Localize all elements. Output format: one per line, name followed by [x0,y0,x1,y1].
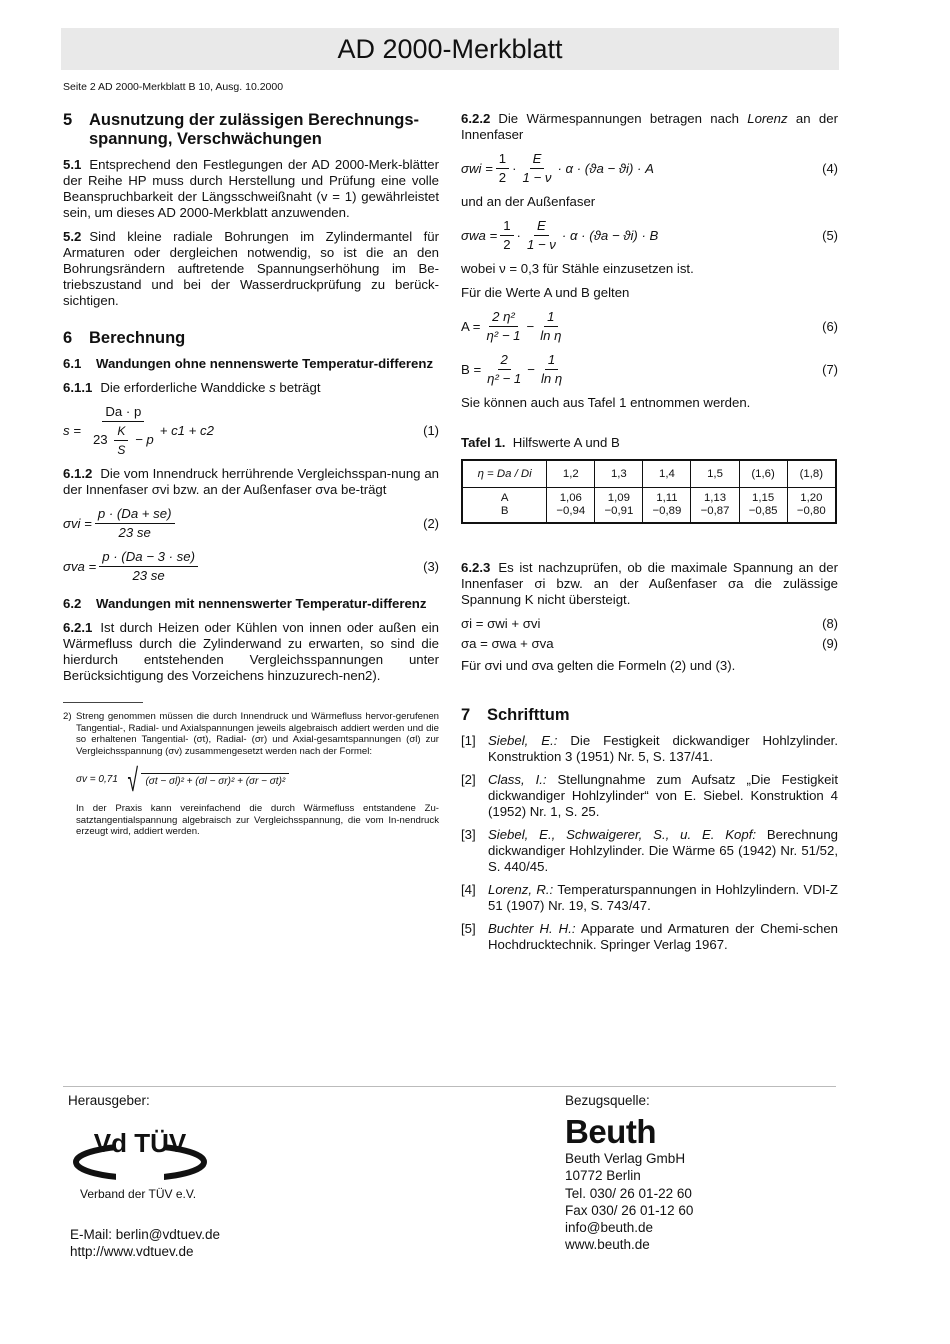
radical-sign-icon: √ [127,762,138,798]
subsection-number: 6.1 [63,356,82,371]
source-phone: Tel. 030/ 26 01-22 60 [565,1185,692,1201]
equation-7 [461,352,838,387]
beuth-logo: Beuth [565,1113,656,1150]
publisher-contact [70,1226,220,1260]
reference-item [461,827,838,875]
vdtuev-logo [70,1118,210,1190]
fraction-denominator: 23 se [132,568,165,583]
k-over-s-fraction [114,423,128,458]
fraction-denominator: 1 − ν [526,237,556,252]
paragraph-text-tail: beträgt [275,380,321,395]
equation-lhs: B = [461,361,482,377]
footnote-2 [63,711,439,842]
section-6-heading [63,329,439,348]
table-header-cell [462,460,547,488]
equation-lhs: σvi = [63,515,92,531]
header-banner: AD 2000-Merkblatt [61,28,839,70]
reference-text [488,827,838,875]
fraction-numerator: 2 [498,352,511,370]
fraction-half [496,151,509,186]
equation-5 [461,218,838,253]
footnote-text: Streng genommen müssen die durch Innendruck und Wärmefluss hervor-gerufenen Tangential-, Radial- und Axialspannungen jeweils algebraisch addiert werden und die so erhaltenen Tangential- (σt), Radial- (σr) und Axial-gesamtspannungen (σl) zur Vergleichsspannung (σv) zusammengesetzt werden nach der Formel: [76,711,439,757]
table-cell [787,488,836,524]
fraction-eta [483,309,523,344]
header-text: η = Da / Di [477,467,532,480]
paragraph-text: Die erforderliche Wanddicke [100,380,270,395]
denominator-tail: − p [135,431,154,447]
reference-body: Stellungnahme zum Aufsatz „Die Festigkeit dickwandiger Hohlzylinder“ von E. Siebel. Konstruktion 4 (1952) Nr. 1, S. 25. [488,772,839,819]
paragraph-number: 6.2.1 [63,620,93,635]
reference-author: Siebel, E.: [488,733,558,748]
fraction-e [524,218,559,253]
table-header-cell: 1,3 [595,460,643,488]
section-title: Ausnutzung der zulässigen Berechnungs-spannung, Verschwächungen [89,111,420,148]
subsection-title: Wandungen mit nennenswerter Temperatur-differenz [96,596,427,611]
fraction-k: K [114,423,128,441]
table-caption [461,435,838,451]
paragraph-text: Es ist nachzuprüfen, ob die maximale Spannung an der Innenfaser σi bzw. an der Außenfaser σa die zulässige Spannung K nicht übersteigt. [461,560,838,607]
reference-text [488,772,838,820]
equation-tail: + c1 + c2 [159,423,214,438]
paragraph-number: 6.2.2 [461,111,491,126]
reference-item [461,882,838,914]
table-cell [739,488,787,524]
reference-body: Apparate und Armaturen der Chemi-schen Hochdrucktechnik. Springer Verlag 1967. [488,921,838,952]
formula-note: Für σvi und σva gelten die Formeln (2) und (3). [461,658,736,673]
reference-text [488,921,838,953]
fraction-numerator: p · (Da − 3 · se) [99,549,198,567]
equation-lhs: σwa = [461,227,498,243]
fraction-denominator: 1 − ν [522,170,552,185]
fraction-numerator: 1 [500,218,513,236]
value-b: −0,80 [796,505,826,517]
section-number: 5 [63,111,73,129]
value-a: 1,20 [800,492,823,504]
equation-3 [63,549,439,584]
source-label: Bezugsquelle: [565,1093,650,1108]
equation-6 [461,309,838,344]
equation-tail: · α · (ϑa − ϑi) · A [557,160,654,176]
table-header-cell: 1,4 [643,460,691,488]
variable-s: s [269,380,276,395]
reference-number: [4] [461,882,476,897]
reference-item [461,772,838,820]
source-company: Beuth Verlag GmbH [565,1151,686,1166]
values-ab-intro: Für die Werte A und B gelten [461,285,630,300]
paragraph-5-2 [63,229,439,309]
value-b: −0,85 [748,505,778,517]
equation-1 [63,404,439,458]
paragraph-text: Ist durch Heizen oder Kühlen von innen oder außen ein Wärmefluss durch die Zylinderwand zu erwarten, so sind die hierdurch entstehenden Vergleichsspannungen unter Berücksichtigung des Vorzeichens hinzuzurech-nen2). [63,620,439,683]
table-cell-label: A B [462,488,547,524]
fraction-numerator: E [530,151,545,169]
reference-body: Berechnung dickwandiger Hohlzylinder. Die Wärme 65 (1942) Nr. 51/52, S. 440/45. [488,827,838,874]
minus-sign: − [526,318,535,334]
reference-item [461,921,838,953]
fraction-numerator: 1 [545,352,558,370]
equation-number: (8) [822,616,838,631]
subsection-6-2-heading [63,596,439,612]
paragraph-text: Sind kleine radiale Bohrungen im Zylindermantel für Armaturen oder dergleichen notwendig, so ist die an den Bohrungsrändern auftretende Spannungserhöhung im Be-triebszustand und bei der Wasserdruckprüfung zu berück-sichtigen. [63,229,439,308]
reference-body: Temperaturspannungen in Hohlzylindern. VDI-Z 51 (1907) Nr. 19, S. 743/47. [488,882,838,913]
fraction-ln [537,309,564,344]
fraction-numerator: 2 η² [489,309,518,327]
table-cell [691,488,739,524]
vdtuev-caption: Verband der TÜV e.V. [80,1187,197,1201]
paragraph-6-2-1 [63,620,439,684]
vdtuev-logo-text: Vd TÜV [93,1128,187,1158]
reference-author: Class, I.: [488,772,547,787]
equation-9 [461,636,838,652]
poisson-note: wobei ν = 0,3 für Stähle einzusetzen ist. [461,261,694,276]
table-header-cell: 1,2 [547,460,595,488]
equation-number: (5) [822,227,838,243]
fraction-denominator: 2 [503,237,511,252]
equation-text: σi = σwi + σvi [461,616,541,631]
footer-divider [63,1086,836,1087]
fraction-denominator: η² − 1 [487,371,522,386]
fraction-numerator: E [534,218,549,236]
value-a: 1,15 [752,492,775,504]
paragraph-number: 6.1.1 [63,380,93,395]
reference-body: Die Festigkeit dickwandiger Hohlzylinder. Konstruktion 3 (1951) Nr. 5, S. 137/41. [488,733,838,764]
fraction-e [520,151,555,186]
source-website[interactable]: www.beuth.de [565,1237,650,1253]
footnote-text-2: In der Praxis kann vereinfachend die durch Wärmefluss entstandene Zu-satztangentialspannung algebraisch zur Vergleichsspannung, die vom In-nendruck erzeugt wird, addiert werden. [76,803,439,837]
table-caption-text: Hilfswerte A und B [512,435,620,450]
equation-fraction [90,404,157,458]
equation-2 [63,506,439,541]
minus-sign: − [527,361,535,377]
value-a: 1,11 [656,492,678,504]
value-a: 1,06 [559,492,582,504]
right-column [461,111,838,960]
equation-fraction [99,549,198,584]
paragraph-number: 5.2 [63,229,82,244]
fraction-denominator: 23 se [118,525,151,540]
footnote-divider [63,702,143,703]
equation-tail: · α · (ϑa − ϑi) · B [561,227,659,243]
reference-author: Siebel, E., Schwaigerer, S., u. E. Kopf: [488,827,757,842]
value-a: 1,13 [703,492,727,504]
section-title: Berechnung [89,329,186,347]
value-b: −0,91 [604,505,634,517]
paragraph-6-2-3 [461,560,838,608]
section-5-heading [63,111,439,149]
paragraph-text: Die vom Innendruck herrührende Vergleichsspan-nung an der Innenfaser σvi bzw. an der Außenfaser σva be-trägt [63,466,439,497]
subsection-6-1-heading [63,356,439,372]
section-number: 6 [63,329,73,347]
equation-8 [461,616,838,632]
reference-author: Buchter H. H.: [488,921,576,936]
tafel-1-table [461,459,837,524]
equation-lhs: s = [63,423,81,438]
equation-number: (1) [423,423,439,438]
fraction-s: S [117,443,126,457]
equation-lhs: A = [461,318,481,334]
fraction-denominator: η² − 1 [486,328,521,343]
reference-number: [5] [461,921,476,936]
table-header-cell: (1,8) [787,460,836,488]
publisher-website[interactable]: http://www.vdtuev.de [70,1244,194,1259]
equation-lhs: σwi = [461,160,493,176]
fraction-ln [538,352,565,387]
table-cell [643,488,691,524]
fraction-numerator: 1 [544,309,557,327]
paragraph-number: 6.2.3 [461,560,491,575]
table-header-cell: (1,6) [739,460,787,488]
table-cell [547,488,595,524]
fraction-denominator [90,422,157,458]
paragraph-6-1-1 [63,380,439,396]
fraction-denominator: ln η [540,328,562,343]
fraction-numerator: p · (Da + se) [95,506,175,524]
reference-text [488,882,838,914]
square-root [124,762,289,798]
reference-item [461,733,838,765]
fraction-numerator: 1 [496,151,509,169]
reference-number: [1] [461,733,476,748]
multiply-dot: · [512,160,517,176]
radicand: (σt − σl)² + (σl − σr)² + (σr − σt)² [141,773,289,788]
value-b: −0,87 [700,505,730,517]
fraction-numerator: Da · p [102,404,144,422]
table-cell [595,488,643,524]
value-a: 1,09 [607,492,630,504]
author-name: Lorenz [747,111,788,126]
reference-author: Lorenz, R.: [488,882,554,897]
footnote-formula [76,762,439,798]
value-b: −0,94 [556,505,586,517]
source-email[interactable]: info@beuth.de [565,1220,654,1236]
subsection-number: 6.2 [63,596,82,611]
table-header-cell: 1,5 [691,460,739,488]
paragraph-text: Die Wärmespannungen betragen nach [498,111,748,126]
section-7-heading [461,706,838,725]
publisher-label: Herausgeber: [68,1093,150,1108]
equation-number: (6) [822,318,838,334]
formula-lhs: σv = 0,71 [76,774,118,786]
reference-number: [3] [461,827,476,842]
source-contact [565,1150,693,1254]
tafel-reference: Sie können auch aus Tafel 1 entnommen werden. [461,395,751,410]
multiply-dot: · [516,227,521,243]
equation-text: σa = σwa + σva [461,636,554,651]
paragraph-number: 6.1.2 [63,466,93,481]
value-b: −0,89 [652,505,682,517]
section-number: 7 [461,706,471,724]
left-column [63,111,439,842]
fraction-half [500,218,513,253]
footnote-mark: 2) [63,711,72,722]
paragraph-number: 5.1 [63,157,82,172]
paragraph-text-tail: an der Innenfaser [461,111,838,142]
source-fax: Fax 030/ 26 01-12 60 [565,1202,694,1218]
reference-number: [2] [461,772,476,787]
table-label: Tafel 1. [461,435,506,450]
equation-number: (3) [423,558,439,574]
table-header-row [462,460,836,488]
equation-4 [461,151,838,186]
equation-number: (4) [822,160,838,176]
source-city: 10772 Berlin [565,1168,641,1184]
equation-lhs: σva = [63,558,97,574]
page-info: Seite 2 AD 2000-Merkblatt B 10, Ausg. 10.2000 [63,81,284,93]
equation-number: (2) [423,515,439,531]
paragraph-6-1-2 [63,466,439,498]
denominator-factor: 23 [92,431,108,447]
paragraph-6-2-2 [461,111,838,143]
paragraph-text: Entsprechend den Festlegungen der AD 2000-Merk-blätter der Reihe HP muss durch Herstellung und Prüfung eine volle Beanspruchbarkeit der Längsschweißnaht (v = 1) gewährleistet sein, um dieses AD 2000-Merkblatt anzuwenden. [63,157,439,220]
equation-number: (7) [822,361,838,377]
table-row [462,488,836,524]
section-title: Schrifttum [487,706,570,724]
subsection-title: Wandungen ohne nennenswerte Temperatur-differenz [96,356,434,371]
fraction-eta [484,352,524,387]
publisher-email[interactable]: E-Mail: berlin@vdtuev.de [70,1227,221,1242]
equation-fraction [95,506,175,541]
fraction-denominator: 2 [498,170,507,185]
equation-number: (9) [822,636,838,651]
and-outer-fiber: und an der Außenfaser [461,194,596,209]
reference-text [488,733,838,765]
fraction-denominator: ln η [540,371,563,386]
paragraph-5-1 [63,157,439,221]
